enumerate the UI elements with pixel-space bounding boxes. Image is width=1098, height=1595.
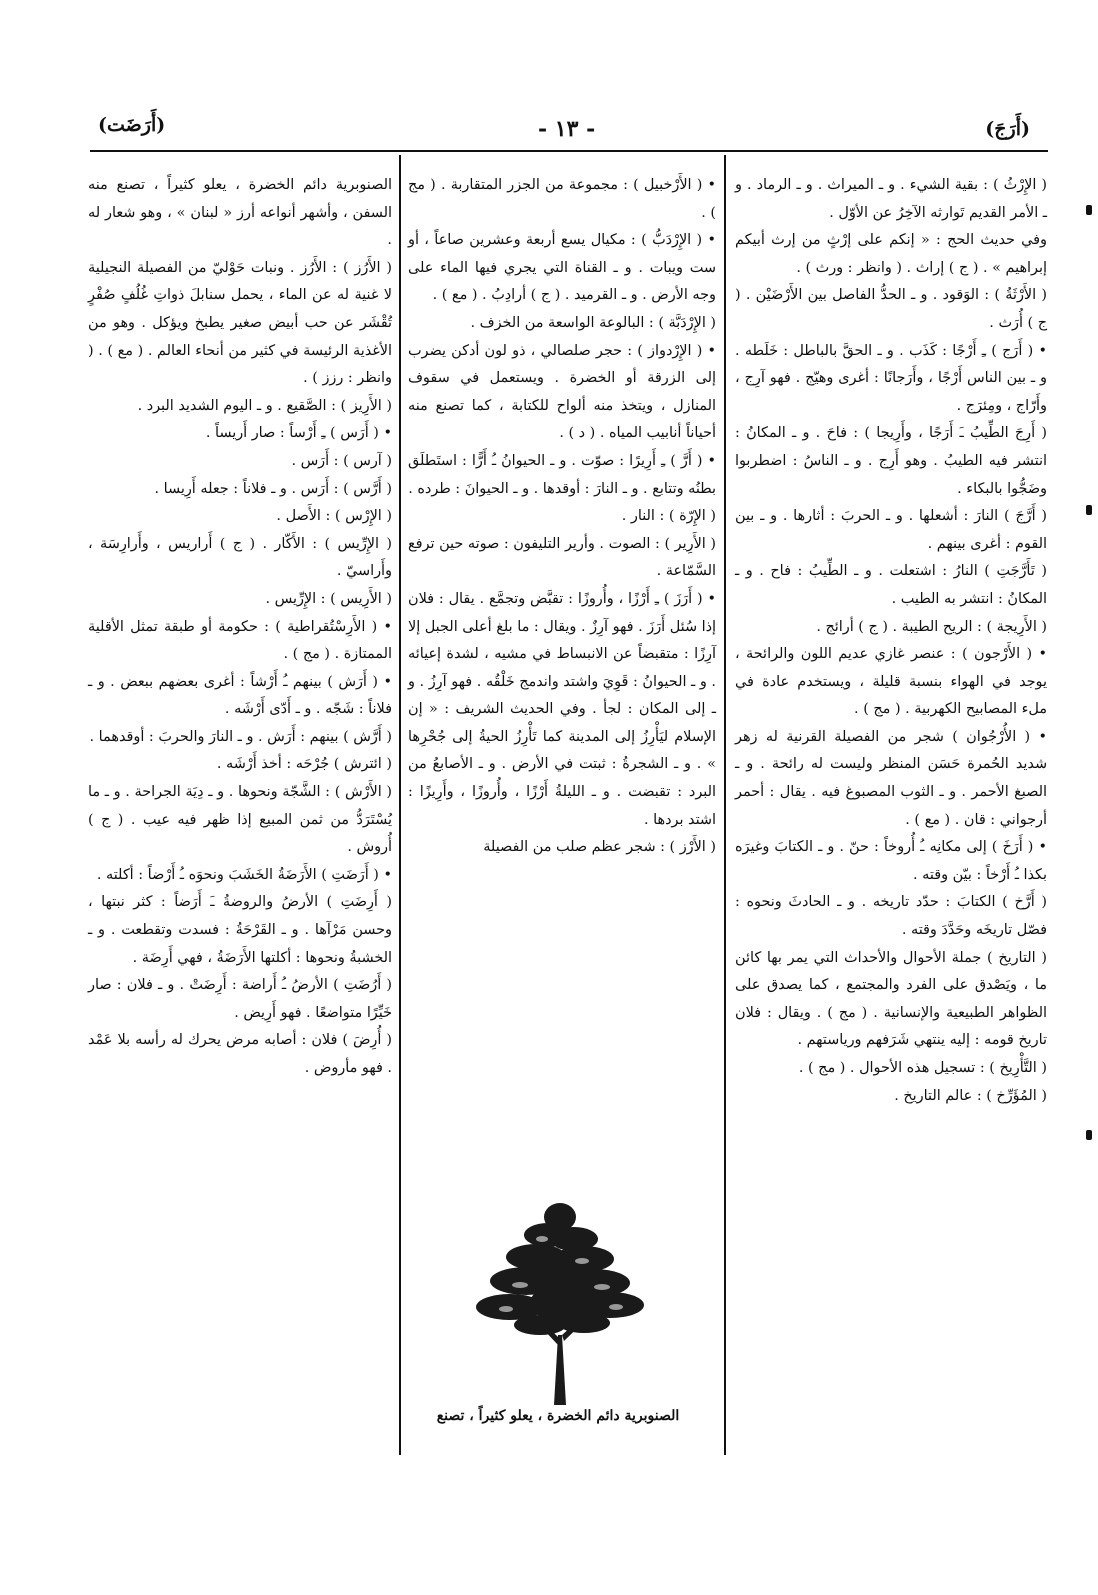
column-divider-right: [724, 155, 726, 1455]
entry: ( أَرَّش ) بينهم : أَرَش . و ـ النارَ والحربَ : أوقدهما .: [89, 728, 392, 745]
entry: وفي حديث الحج : « إنكم على إرْثٍ من إرث أبيكم إبراهيم » . ( ج ) إراث . ( وانظر : ورث ) .: [735, 232, 1047, 276]
entry: ( الإِرْثُ ) : بقية الشيء . و ـ الميراث . و ـ الرماد . و ـ الأمر القديم تَوارثه الآخِرُ عن الأوّل .: [735, 177, 1047, 221]
entry: ( أَرَّخ ) الكتابَ : حدّد تاريخه . و ـ الحادثَ ونحوه : فصّل تاريخَه وحَدَّدَ وقته .: [735, 894, 1047, 939]
entry: ( الأَرِيجة ) : الريح الطيبة . ( ج ) أرائج .: [816, 618, 1047, 635]
entry: ( الأَرُز ) : الأَرُز . ونبات حَوْليّ من الفصيلة النجيلية لا غنية له عن الماء ، يحمل سنابلَ ذواتِ غُلُفٍ صُفْرٍ تُقْشَر عن حب أبيض صغير يطبخ ويؤكل . وهو من الأغذية الرئيسة في كثير من أنحاء العالم . ( مع ) . ( وانظر : رزز ) .: [88, 259, 392, 387]
page-header: [88, 112, 1048, 152]
entry: • ( أَرَج ) ـِ أَرْجًا : كَذَب . و ـ الحقَّ بالباطل : خَلَطه . و ـ بين الناس أَرْجًا ، وأَرَجانًا : أغرى وهيّج . فهو آرِج ، وأَرّاج ، ومِئرَج .: [735, 342, 1047, 414]
scan-margin-mark: [1086, 1130, 1092, 1140]
entry: ( الإِرِّيس ) : الأَكّار . ( ج ) أَراريس ، وأَرارِسَة ، وأَراسيّ .: [88, 535, 392, 580]
entry: • ( الإِرْدَبُّ ) : مكيال يسع أربعة وعشرين صاعاً ، أو ست ويبات . و ـ القناة التي يجري فيها الماء على وجه الأرض . و ـ القرميد . ( ج ) أرادِبُ . ( مع ) .: [408, 232, 716, 304]
entry: ( أُرِضَ ) فلان : أصابه مرض يحرك له رأسه بلا عَمْد . فهو مأروض .: [88, 1032, 392, 1076]
entry: ( أَرِجَ الطِّيبُ ـَ أَرَجًا ، وأَرِيجا ) : فاحَ . و ـ المكانُ : انتشر فيه الطيبُ . وهو أَرِج . و ـ الناسُ : اضطربوا وضَجُّوا بالبكاء .: [735, 425, 1047, 497]
entry: ( التاريخ ) جملة الأحوال والأحداث التي يمر بها كائن ما ، ويَصْدق على الفرد والمجتمع ، كما يصدق على الظواهر الطبيعية والإنسانية . ( مج ) . ويقال : فلان تاريخ قومه : إليه ينتهي شَرَفهم ورياستهم .: [735, 949, 1047, 1049]
entry: ( الإِرْدَبَّة ) : البالوعة الواسعة من الخزف .: [470, 314, 716, 331]
column-right: [735, 172, 1047, 1110]
entry: ( الأَرْش ) : الشَّجّة ونحوها . و ـ دِيَة الجراحة . و ـ ما يُسْتَرَدُّ من ثمن المبيع إذا ظهر فيه عيب . ( ج ) أُروش .: [88, 784, 392, 856]
column-divider-left: [399, 155, 401, 1455]
entry: الصنوبرية دائم الخضرة ، يعلو كثيراً ، تصنع منه السفن ، وأشهر أنواعه أرز « لبنان » ، وهو شعار له .: [88, 177, 392, 249]
entry: ( أَرَّجَ ) النارَ : أشعلها . و ـ الحربَ : أثارها . و ـ بين القوم : أغرى بينهم .: [735, 508, 1047, 552]
header-rule: [90, 150, 1048, 152]
entry: • ( الإِرْدواز ) : حجر صلصالي ، ذو لون أدكن يضرب إلى الزرقة أو الخضرة . ويستعمل في سقوف المنازل ، ويتخذ منه ألواح للكتابة ، كما تصنع منه أحياناً أنابيب المياه . ( د ) .: [408, 342, 716, 442]
entry: ( آرس ) : أَرَس .: [291, 452, 392, 469]
entry: ( الإِرّة ) : النار .: [621, 508, 716, 525]
entry: ( الأَرِير ) : الصوت . وأرير التليفون : صوته حين ترفع السَّمّاعة .: [408, 535, 716, 580]
entry: ( التَّأْرِيخ ) : تسجيل هذه الأحوال . ( مج ) .: [798, 1060, 1047, 1076]
entry: ( أَرَّس ) : أَرَس . و ـ فلاناً : جعله أَرِيسا .: [154, 480, 392, 497]
entry: • ( الأُرْجُوان ) شجر من الفصيلة القرنية له زهر شديد الحُمرة حَسَن المنظر وليست له رائحة . و ـ الصبغ الأحمر . و ـ الثوب المصبوغ فيه . يقال : أحمر أرجواني : قان . ( مع ) .: [735, 728, 1047, 828]
entry: ( الإِرْس ) : الأَصل .: [276, 508, 392, 525]
entry: • ( الأَرْجون ) : عنصر غازي عديم اللون والرائحة ، يوجد في الهواء بنسبة قليلة ، ويستخدم عادة في ملء المصابيح الكهربية . ( مج ) .: [735, 646, 1047, 718]
entry: ( الأَرْثَةُ ) : الوَقود . و ـ الحدُّ الفاصل بين الأَرْضَيْن . ( ج ) أُرَث .: [735, 287, 1047, 331]
scan-margin-mark: [1086, 205, 1092, 215]
entry: • ( أَرَخَ ) إلى مكانِه ـُ أُروخاً : حنّ . و ـ الكتابَ وغيرَه بكذا ـُ أَرْخاً : بيّن وقته .: [735, 839, 1047, 883]
entry: ( أَرُضَتِ ) الأرضُ ـُ أَراضة : أَرِضَتْ . و ـ فلان : صار خَيِّرًا متواضعًا . فهو أَرِيض .: [88, 977, 392, 1021]
entry: • ( أَرَضَتِ ) الأَرَضَةُ الخَشَبَ ونحوَه ـُ أَرْضاً : أكلته .: [96, 866, 392, 883]
entry: • ( الأَرِسْتُقراطية ) : حكومة أو طبقة تمثل الأقلية الممتازة . ( مج ) .: [88, 618, 392, 663]
entry: ( ائترش ) جُرْحَه : أخذ أَرْشَه .: [216, 756, 392, 773]
header-guide-word-right: (أَرَجَ): [985, 118, 1030, 140]
entry: • ( أَرَس ) ـِ أَرْساً : صار أَريساً .: [205, 425, 392, 442]
cedar-tree-illustration: [470, 1195, 650, 1405]
entry: • ( أَرَّ ) ـِ أَرِيرًا : صوّت . و ـ الحيوانُ ـُ أَرًّا : استَطلَق بطنُه وتتابع . و ـ النارَ : أوقدها . و ـ الحيوانَ : طرده .: [408, 452, 716, 497]
entry: ( المُؤَرِّخ ) : عالم التاريخ .: [894, 1087, 1047, 1104]
column-left: [88, 172, 392, 1083]
entry: ( الأَرْز ) : شجر عظم صلب من الفصيلة: [483, 839, 716, 856]
entry: • ( أَرَزَ ) ـِ أَرْزًا ، وأُروزًا : تقبَّض وتجمَّع . يقال : فلان إذا سُئل أَرَزَ . فهو آرِزٌ . ويقال : ما بلغ أعلى الجبل إلا آرِزًا : متقبضاً عن الانبساط في مشيه ، لشدة إعيائه . و ـ الحيوانُ : قَوِيَ واشتد واندمج خَلْقُه . فهو آرِزُ . و ـ إلى المكان : لجأ . وفي الحديث الشريف : « إن الإسلام ليَأْرِزُ إلى المدينة كما تَأْرِزُ الحيةُ إلى جُحْرِها » . و ـ الشجرةُ : ثبتت في الأرض . و ـ الأصابعُ من البرد : تقبضت . و ـ الليلةُ أَرْزًا ، وأُروزًا ، وأَرِيزًا : اشتد بردها .: [408, 590, 716, 828]
scan-margin-mark: [1086, 505, 1092, 515]
entry: • ( أَرَش ) بينهم ـُ أَرْشاً : أغرى بعضهم ببعض . و ـ فلاناً : شَجّه . و ـ أَدّى أَرْشَه .: [88, 673, 392, 718]
page-number: - ١٣ -: [538, 116, 596, 142]
figure-caption: الصنوبرية دائم الخضرة ، يعلو كثيراً ، تصنع: [436, 1408, 680, 1424]
entry: ( أَرِضَتِ ) الأرضُ والروضةُ ـَ أَرَضاً : كثر نبتها ، وحسن مَرْآها . و ـ القَرْحَةُ : فسدت وتقطعت . و ـ الخشبةُ ونحوها : أكلتها الأَرَضَةُ ، فهي أَرِضَة .: [88, 894, 392, 966]
entry: ( الأَرِيز ) : الصَّقيع . و ـ اليوم الشديد البرد .: [137, 397, 392, 414]
column-middle: [408, 172, 716, 862]
header-guide-word-left: (أَرَضَت): [98, 114, 166, 136]
entry: ( تَأَرَّجَتِ ) النارُ : اشتعلت . و ـ الطِّيبُ : فاح . و ـ المكانُ : انتشر به الطيب .: [735, 563, 1047, 607]
entry: ( الأَرِيس ) : الإِرِّيس .: [265, 590, 392, 607]
entry: • ( الأَرْخبيل ) : مجموعة من الجزر المتقاربة . ( مج ) .: [408, 177, 716, 221]
